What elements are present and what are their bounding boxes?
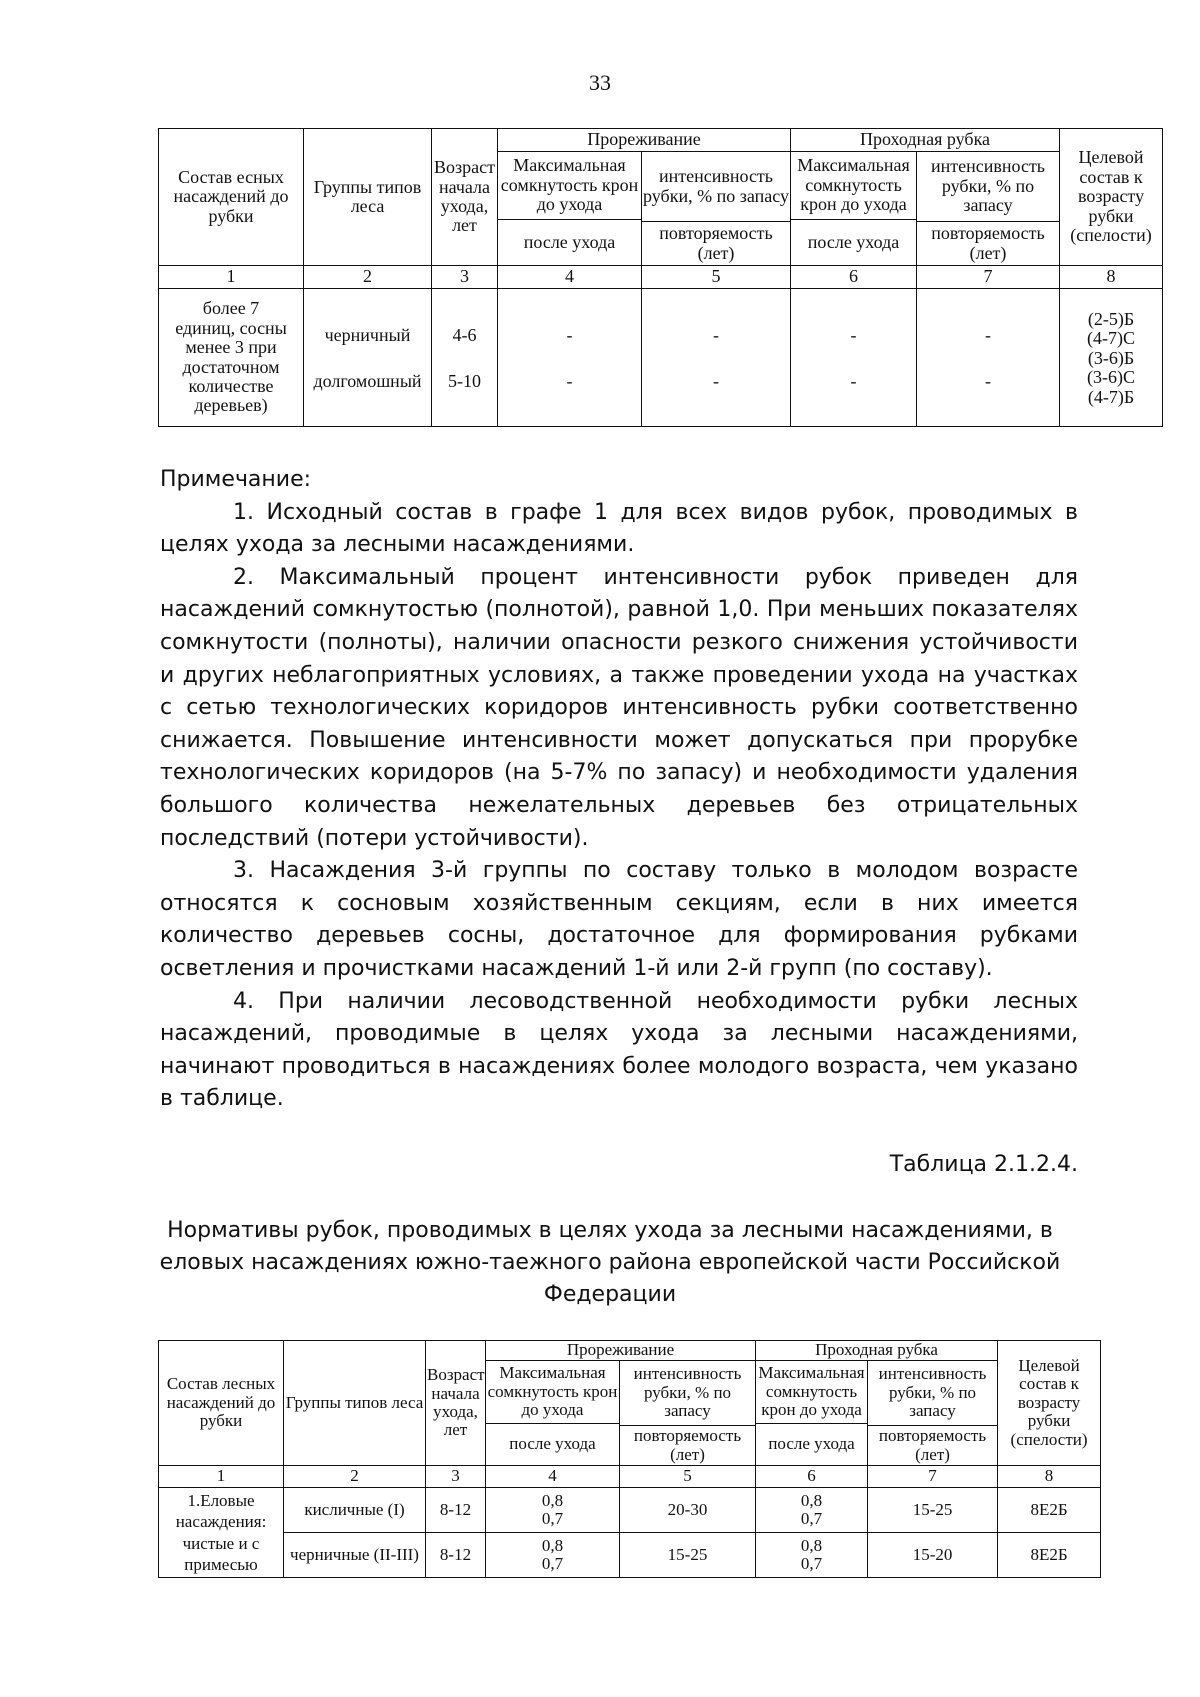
composition-line: насаждения: <box>175 1512 267 1532</box>
col-number: 7 <box>917 266 1060 289</box>
cell-intensity: 20-30 <box>620 1488 756 1533</box>
cell-density-2 <box>756 1488 868 1533</box>
notes-section <box>160 464 1078 1116</box>
header-repeat-2: повторяемость (лет) <box>868 1426 998 1466</box>
header-forest-groups: Группы типов леса <box>304 129 432 266</box>
header-max-density-2: Максимальная сомкнутость крон до ухода <box>791 152 917 220</box>
header-target: Целевой состав к возрасту рубки (спелости) <box>1060 129 1163 266</box>
note-item: 4. При наличии лесоводственной необходимости рубки лесных насаждений, проводимые в целях ухода за лесными насаждениями, начинают проводиться в насаждениях более молодого возраста, чем указано в таблице. <box>160 988 1078 1112</box>
cell-intensity: 15-25 <box>620 1533 756 1578</box>
cell-group: кисличные (I) <box>284 1488 426 1533</box>
cell-density-2 <box>756 1533 868 1578</box>
col-number: 8 <box>1060 266 1163 289</box>
group-line: черничный <box>324 324 411 345</box>
cell-composition <box>159 289 304 427</box>
density-value: 0,8 <box>800 1535 823 1555</box>
cell-age: 8-12 <box>426 1488 486 1533</box>
density-value: 0,7 <box>541 1509 564 1528</box>
cell-ages <box>432 289 498 427</box>
target-line: (4-7)С <box>1087 328 1136 349</box>
cell-dash <box>498 289 642 427</box>
col-number: 8 <box>998 1466 1101 1488</box>
cell-target: 8Е2Б <box>998 1533 1101 1578</box>
col-number: 6 <box>756 1466 868 1488</box>
density-value: 0,7 <box>800 1554 823 1573</box>
dash: - <box>713 370 719 391</box>
note-item: 2. Максимальный процент интенсивности рубок приведен для насаждений сомкнутостью (полнотой), равной 1,0. При меньших показателях сомкнутости (полноты), наличии опасности резкого снижения устойчивости и других неблагоприятных условиях, а также проведении ухода на участках с сетью технологических коридоров интенсивность рубки соответственно снижается. Повышение интенсивности может допускаться при прорубке технологических коридоров (на 5-7% по запасу) и необходимости удаления большого количества нежелательных деревьев без отрицательных последствий (потери устойчивости). <box>160 564 1078 851</box>
col-number: 5 <box>642 266 791 289</box>
composition-line: чистые и с <box>182 1533 260 1553</box>
cell-dash <box>791 289 917 427</box>
col-number: 6 <box>791 266 917 289</box>
notes-title: Примечание: <box>160 467 312 492</box>
composition-line: количестве <box>188 375 274 396</box>
cell-targets <box>1060 289 1163 427</box>
col-number: 1 <box>159 266 304 289</box>
note-item: 3. Насаждения 3-й группы по составу только в молодом возрасте относятся к сосновым хозяйственным секциям, если в них имеется количество деревьев сосны, достаточное для формирования рубками осветления и прочистками насаждений 1-й или 2-й групп (по составу). <box>160 858 1078 981</box>
cell-age: 8-12 <box>426 1533 486 1578</box>
header-after-care-2: после ухода <box>756 1424 868 1466</box>
cell-density <box>486 1533 620 1578</box>
header-passage-cut: Проходная рубка <box>791 129 1060 152</box>
header-max-density-2: Максимальная сомкнутость крон до ухода <box>756 1361 868 1424</box>
cell-dash <box>917 289 1060 427</box>
header-start-age: Возраст начала ухода, лет <box>426 1341 486 1466</box>
cell-intensity-2: 15-20 <box>868 1533 998 1578</box>
table-row <box>159 1533 1101 1578</box>
composition-line: достаточном <box>182 356 280 377</box>
cell-group: черничные (II-III) <box>284 1533 426 1578</box>
table-title: Нормативы рубок, проводимых в целях ухода за лесными насаждениями, в еловых насаждениях южно-таежного района европейской части Российской Федерации <box>159 1218 1061 1307</box>
cell-dash <box>642 289 791 427</box>
composition-line: более 7 <box>202 298 260 319</box>
col-number: 1 <box>159 1466 284 1488</box>
density-value: 0,7 <box>541 1554 564 1573</box>
density-value: 0,8 <box>541 1490 564 1510</box>
dash: - <box>713 324 719 345</box>
header-thinning: Прореживание <box>486 1341 756 1361</box>
header-intensity-2: интенсивность рубки, % по запасу <box>868 1361 998 1426</box>
group-line: долгомошный <box>313 370 422 391</box>
dash: - <box>566 324 573 345</box>
table-row <box>159 1488 1101 1533</box>
header-max-density: Максимальная сомкнутость крон до ухода <box>486 1361 620 1424</box>
dash: - <box>985 370 992 391</box>
col-number: 3 <box>432 266 498 289</box>
composition-line: единиц, сосны <box>175 317 287 338</box>
header-forest-groups: Группы типов леса <box>284 1341 426 1466</box>
col-number: 7 <box>868 1466 998 1488</box>
header-composition: Состав есных насаждений до рубки <box>159 129 304 266</box>
age-line: 4-6 <box>452 324 477 345</box>
header-start-age: Возраст начала ухода, лет <box>432 129 498 266</box>
cell-groups <box>304 289 432 427</box>
table-label: Таблица 2.1.2.4. <box>889 1152 1078 1177</box>
dash: - <box>850 370 857 391</box>
table-2 <box>158 1340 1101 1578</box>
header-repeat: повторяемость (лет) <box>642 222 791 266</box>
header-thinning: Прореживание <box>498 129 791 152</box>
header-intensity-2: интенсивность рубки, % по запасу <box>917 152 1060 222</box>
col-number: 2 <box>284 1466 426 1488</box>
density-value: 0,7 <box>800 1509 823 1528</box>
header-target: Целевой состав к возрасту рубки (спелости) <box>998 1341 1101 1466</box>
cell-composition <box>159 1488 284 1578</box>
header-after-care-2: после ухода <box>791 220 917 266</box>
header-max-density: Максимальная сомкнутость крон до ухода <box>498 152 642 220</box>
col-number: 4 <box>498 266 642 289</box>
header-intensity: интенсивность рубки, % по запасу <box>642 152 791 222</box>
col-number: 4 <box>486 1466 620 1488</box>
note-item: 1. Исходный состав в графе 1 для всех видов рубок, проводимых в целях ухода за лесными насаждениями. <box>160 499 1078 558</box>
composition-line: деревьев) <box>194 395 268 416</box>
target-line: (4-7)Б <box>1087 386 1135 407</box>
table-1 <box>158 128 1163 427</box>
composition-line: 1.Еловые <box>187 1491 255 1510</box>
composition-line: примесью <box>184 1554 258 1574</box>
header-after-care: после ухода <box>486 1424 620 1466</box>
cell-target: 8Е2Б <box>998 1488 1101 1533</box>
target-line: (3-6)С <box>1087 367 1136 388</box>
header-intensity: интенсивность рубки, % по запасу <box>620 1361 756 1426</box>
header-repeat-2: повторяемость (лет) <box>917 222 1060 266</box>
header-after-care: после ухода <box>498 220 642 266</box>
age-line: 5-10 <box>448 370 481 391</box>
page-number: 33 <box>589 70 611 95</box>
col-number: 3 <box>426 1466 486 1488</box>
header-repeat: повторяемость (лет) <box>620 1426 756 1466</box>
header-composition: Состав лесных насаждений до рубки <box>159 1341 284 1466</box>
cell-density <box>486 1488 620 1533</box>
target-line: (3-6)Б <box>1087 347 1135 368</box>
cell-intensity-2: 15-25 <box>868 1488 998 1533</box>
composition-line: менее 3 при <box>185 337 277 358</box>
dash: - <box>566 370 573 391</box>
density-value: 0,8 <box>541 1535 564 1555</box>
density-value: 0,8 <box>800 1490 823 1510</box>
dash: - <box>850 324 857 345</box>
dash: - <box>985 324 992 345</box>
col-number: 2 <box>304 266 432 289</box>
target-line: (2-5)Б <box>1087 308 1135 329</box>
header-passage-cut: Проходная рубка <box>756 1341 998 1361</box>
col-number: 5 <box>620 1466 756 1488</box>
